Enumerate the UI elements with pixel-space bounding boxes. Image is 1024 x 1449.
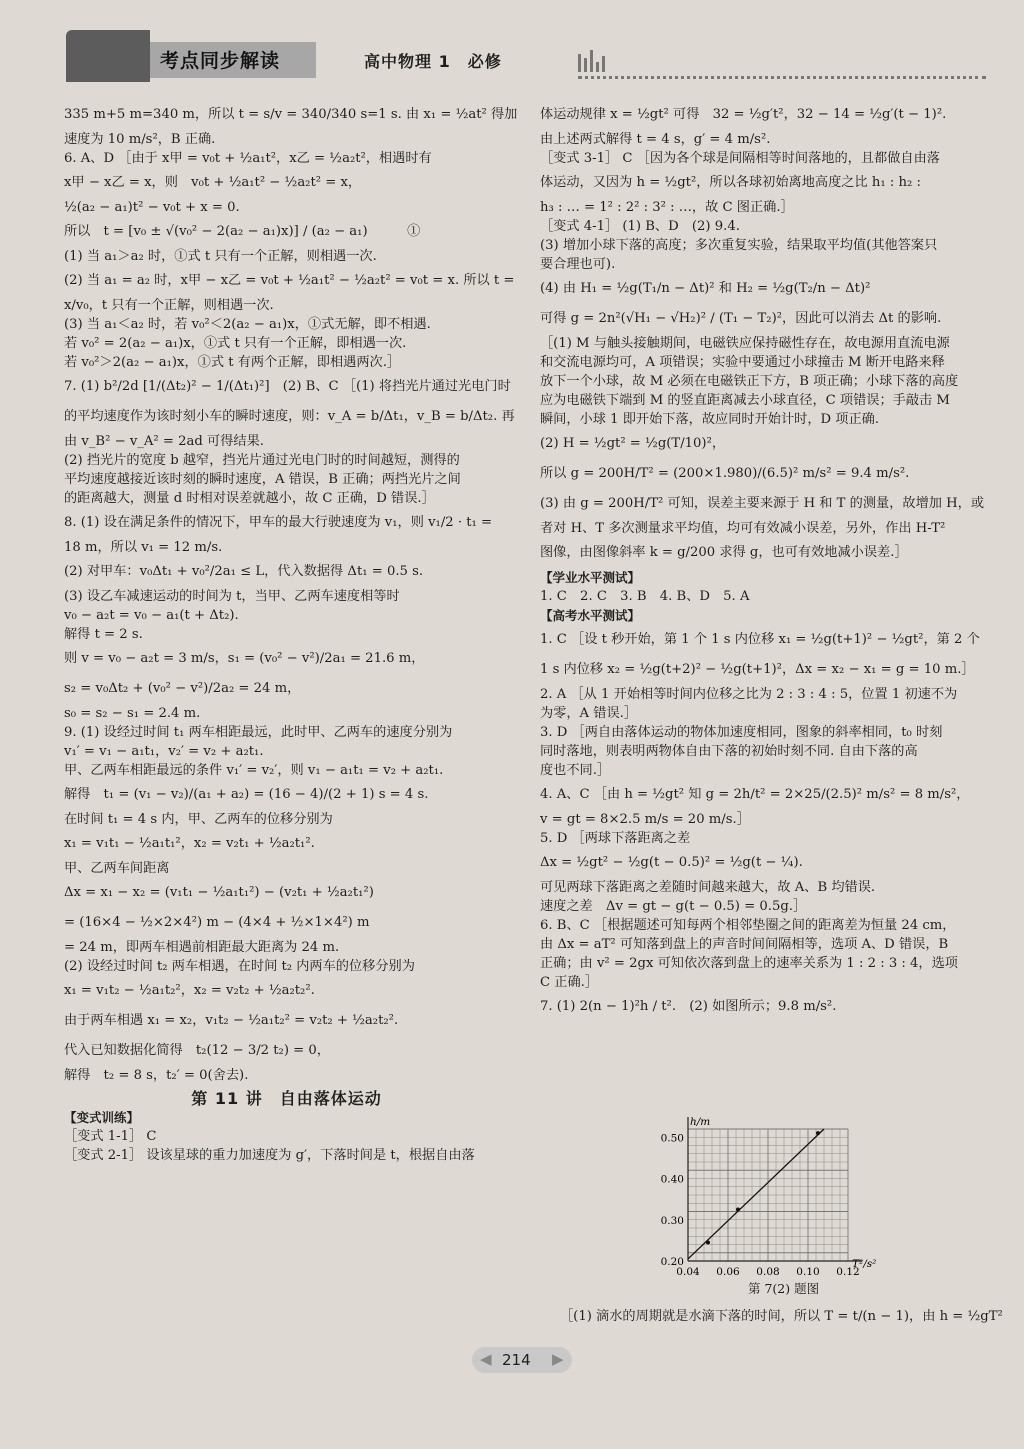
left-column <box>64 100 518 1165</box>
text-line: 瞬间，小球 1 即开始下落，故应同时开始计时，D 项正确. <box>540 412 880 427</box>
text-line: 5. D ［两球下落距离之差 <box>540 831 691 846</box>
section-heading-gaokao-level: 【高考水平测试】 <box>540 608 641 623</box>
text-line: (2) 当 a₁ = a₂ 时，x甲 − x乙 = v₀t + ½a₁t² − ½a₂t² = v₀t = x. 所以 t = <box>64 273 515 288</box>
lecture-title: 第 11 讲 自由落体运动 <box>191 1089 382 1108</box>
text-line: 速度为 10 m/s²，B 正确. <box>64 132 216 147</box>
text-line: 则 v = v₀ − a₂t = 3 m/s，s₁ = (v₀² − v²)/2a₁ = 21.6 m， <box>64 651 425 666</box>
header-bars-decoration <box>578 50 608 72</box>
text-line: 1. C ［设 t 秒开始，第 1 个 1 s 内位移 x₁ = ½g(t+1)² − ½gt²，第 2 个 <box>540 632 980 647</box>
data-point <box>706 1240 710 1244</box>
text-line: Δx = ½gt² − ½g(t − 0.5)² = ½g(t − ¼). <box>540 855 803 870</box>
text-line: 甲、乙两车相距最远的条件 v₁′ = v₂′，则 v₁ − a₁t₁ = v₂ + a₂t₁. <box>64 763 444 778</box>
right-text-lines <box>540 100 985 568</box>
prev-arrow-icon: ◀ <box>480 1350 492 1368</box>
text-line: 平均速度越接近该时刻的瞬时速度，A 错误，B 正确；两挡光片之间 <box>64 472 461 487</box>
text-line: 所以 t = [v₀ ± √(v₀² − 2(a₂ − a₁)x)] / (a₂ − a₁) ① <box>64 224 421 239</box>
text-line: 可见两球下落距离之差随时间越来越大，故 A、B 均错误. <box>540 880 876 895</box>
x-tick-label: 0.10 <box>796 1266 820 1278</box>
text-line: 解得 t₂ = 8 s，t₂′ = 0(舍去). <box>64 1068 249 1083</box>
text-line: 速度之差 Δv = gt − g(t − 0.5) = 0.5g.］ <box>540 899 807 914</box>
text-line: ［变式 3-1］ C ［因为各个球是间隔相等时间落地的，且都做自由落 <box>540 151 940 166</box>
text-line: 4. A、C ［由 h = ½gt² 知 g = 2h/t² = 2×25/(2.5)² m/s² = 8 m/s²， <box>540 787 970 802</box>
text-line: 的距离越大，测量 d 时相对误差就越小，故 C 正确，D 错误.］ <box>64 491 435 506</box>
text-line: x/v₀，t 只有一个正解，则相遇一次. <box>64 298 274 313</box>
text-line: h₃ : … = 1² : 2² : 3² : …，故 C 图正确.］ <box>540 200 794 215</box>
text-line: 7. (1) 2(n − 1)²h / t². (2) 如图所示；9.8 m/s². <box>540 999 837 1014</box>
text-line: 甲、乙两车间距离 <box>64 861 170 876</box>
text-line: (2) 对甲车：v₀Δt₁ + v₀²/2a₁ ≤ L，代入数据得 Δt₁ = 0.5 s. <box>64 564 424 579</box>
text-line: 1 s 内位移 x₂ = ½g(t+2)² − ½g(t+1)²，Δx = x₂ − x₁ = g = 10 m.］ <box>540 662 975 677</box>
text-line: (1) 当 a₁＞a₂ 时，①式 t 只有一个正解，则相遇一次. <box>64 249 377 264</box>
y-tick-label: 0.20 <box>660 1256 684 1268</box>
x-tick-label: 0.04 <box>676 1266 700 1278</box>
text-line: 由上述两式解得 t = 4 s，g′ = 4 m/s². <box>540 132 771 147</box>
text-line: (4) 由 H₁ = ½g(T₁/n − Δt)² 和 H₂ = ½g(T₂/n − Δt)² <box>540 281 871 296</box>
x-tick-label: 0.08 <box>756 1266 780 1278</box>
text-line: 9. (1) 设经过时间 t₁ 两车相距最远，此时甲、乙两车的速度分别为 <box>64 725 453 740</box>
text-line: 和交流电源均可，A 项错误；实验中要通过小球撞击 M 断开电路来释 <box>540 355 945 370</box>
text-line: 由于两车相遇 x₁ = x₂，v₁t₂ − ½a₁t₂² = v₂t₂ + ½a₂t₂². <box>64 1013 399 1028</box>
text-line: s₂ = v₀Δt₂ + (v₀² − v²)/2a₂ = 24 m， <box>64 681 301 696</box>
x-axis-label: T²/s² <box>852 1258 877 1270</box>
text-line: v₁′ = v₁ − a₁t₁，v₂′ = v₂ + a₂t₁. <box>64 744 264 759</box>
next-arrow-icon: ▶ <box>552 1350 564 1368</box>
text-line: 为零，A 错误.］ <box>540 706 638 721</box>
text-line: 放下一个小球，故 M 必须在电磁铁正下方，B 项正确；小球下落的高度 <box>540 374 959 389</box>
y-axis-label: h/m <box>690 1116 711 1128</box>
data-point <box>816 1131 820 1135</box>
text-line: v₀ − a₂t = v₀ − a₁(t + Δt₂). <box>64 608 239 623</box>
section-heading-variant-training: 【变式训练】 <box>64 1110 140 1125</box>
page-number-tab <box>472 1347 572 1373</box>
text-line: C 正确.］ <box>540 975 599 990</box>
answers-academic-level: 1. C 2. C 3. B 4. B、D 5. A <box>540 589 750 604</box>
text-line: 代入已知数据化简得 t₂(12 − 3/2 t₂) = 0， <box>64 1043 330 1058</box>
right-last-line-wrap <box>560 1307 1003 1326</box>
text-line: 2. A ［从 1 开始相等时间内位移之比为 2 : 3 : 4 : 5，位置 1 初速不为 <box>540 687 958 702</box>
text-line: (3) 由 g = 200H/T² 可知，误差主要来源于 H 和 T 的测量，故增加 H，或 <box>540 496 985 511</box>
text-line: 由 Δx = aT² 可知落到盘上的声音时间间隔相等，选项 A、D 错误，B <box>540 937 949 952</box>
text-line: 所以 g = 200H/T² = (200×1.980)/(6.5)² m/s² = 9.4 m/s². <box>540 466 910 481</box>
text-line: 6. A、D ［由于 x甲 = v₀t + ½a₁t²，x乙 = ½a₂t²，相遇时有 <box>64 151 432 166</box>
text-line: = (16×4 − ½×2×4²) m − (4×4 + ½×1×4²) m <box>64 915 370 930</box>
header-title: 考点同步解读 <box>160 50 281 72</box>
text-line: 由 v_B² − v_A² = 2ad 可得结果. <box>64 434 264 449</box>
text-line: 7. (1) b²/2d [1/(Δt₂)² − 1/(Δt₁)²] (2) B、C ［(1) 将挡光片通过光电门时 <box>64 379 511 394</box>
text-line: Δx = x₁ − x₂ = (v₁t₁ − ½a₁t₁²) − (v₂t₁ + ½a₂t₁²) <box>64 885 374 900</box>
data-point <box>736 1207 740 1211</box>
y-tick-label: 0.40 <box>660 1173 684 1186</box>
text-line: 体运动规律 x = ½gt² 可得 32 = ½g′t²，32 − 14 = ½g′(t − 1)². <box>540 107 947 122</box>
section-heading-academic-level: 【学业水平测试】 <box>540 570 641 585</box>
text-line: (2) 设经过时间 t₂ 两车相遇，在时间 t₂ 内两车的位移分别为 <box>64 959 415 974</box>
x-tick-label: 0.12 <box>836 1266 860 1278</box>
text-line: 应为电磁铁下端到 M 的竖直距离减去小球直径，C 项错误；手敲击 M <box>540 393 950 408</box>
text-line: 同时落地，则表明两物体自由下落的初始时刻不同. 自由下落的高 <box>540 744 918 759</box>
text-line: x甲 − x乙 = x，则 v₀t + ½a₁t² − ½a₂t² = x， <box>64 175 362 190</box>
fit-line <box>688 1129 824 1259</box>
text-line: (2) H = ½gt² = ½g(T/10)²， <box>540 436 726 451</box>
left-text-lines <box>64 100 518 1085</box>
text-line: (3) 增加小球下落的高度；多次重复实验，结果取平均值(其他答案只 <box>540 238 938 253</box>
text-line: s₀ = s₂ − s₁ = 2.4 m. <box>64 706 201 721</box>
x-tick-label: 0.06 <box>716 1266 740 1278</box>
y-tick-label: 0.50 <box>660 1132 684 1145</box>
text-line: 3. D ［两自由落体运动的物体加速度相同，图象的斜率相同，t₀ 时刻 <box>540 725 943 740</box>
text-line: ½(a₂ − a₁)t² − v₀t + x = 0. <box>64 200 240 215</box>
left-tail-lines <box>64 1127 509 1165</box>
text-line: 335 m+5 m=340 m，所以 t = s/v = 340/340 s=1 s. 由 x₁ = ½at² 得加 <box>64 107 518 122</box>
text-line: (2) 挡光片的宽度 b 越窄，挡光片通过光电门时的时间越短，测得的 <box>64 453 460 468</box>
text-line: 18 m，所以 v₁ = 12 m/s. <box>64 540 223 555</box>
text-line: v = gt = 8×2.5 m/s = 20 m/s.］ <box>540 812 750 827</box>
text-line: 体运动，又因为 h = ½gt²，所以各球初始离地高度之比 h₁ : h₂ : <box>540 175 921 190</box>
text-line: 6. B、C ［根据题述可知每两个相邻垫圈之间的距离差为恒量 24 cm， <box>540 918 956 933</box>
right-column <box>540 100 985 1022</box>
header-subtitle: 高中物理 1 必修 <box>364 52 502 71</box>
text-line: 解得 t₁ = (v₁ − v₂)/(a₁ + a₂) = (16 − 4)/(2 + 1) s = 4 s. <box>64 787 429 802</box>
text-line: 在时间 t₁ = 4 s 内，甲、乙两车的位移分别为 <box>64 812 333 827</box>
text-line: ［变式 2-1］ 设该星球的重力加速度为 g′，下落时间是 t，根据自由落 <box>64 1148 475 1163</box>
text-line: 的平均速度作为该时刻小车的瞬时速度，则：v_A = b/Δt₁，v_B = b/Δt₂. 再 <box>64 409 515 424</box>
header-dotted-rule <box>578 76 986 79</box>
text-line: x₁ = v₁t₂ − ½a₁t₂²，x₂ = v₂t₂ + ½a₂t₂². <box>64 983 315 998</box>
text-line: 图像，由图像斜率 k = g/200 求得 g，也可有效地减小误差.］ <box>540 545 908 560</box>
text-line: 度也不同.］ <box>540 763 611 778</box>
text-line: ［变式 1-1］ C <box>64 1129 157 1144</box>
text-line: 正确；由 v² = 2gx 可知依次落到盘上的速率关系为 1 : 2 : 3 : 4，选项 <box>540 956 958 971</box>
header-logo-block <box>66 30 150 82</box>
page-number: 214 <box>502 1351 531 1369</box>
text-line: = 24 m，即两车相遇前相距最大距离为 24 m. <box>64 940 340 955</box>
text-line: ［(1) M 与触头接触期间，电磁铁应保持磁性存在，故电源用直流电源 <box>540 336 950 351</box>
text-line: (3) 设乙车减速运动的时间为 t，当甲、乙两车速度相等时 <box>64 589 400 604</box>
text-line: 若 v₀² = 2(a₂ − a₁)x，①式 t 只有一个正解，即相遇一次. <box>64 336 407 351</box>
y-tick-label: 0.30 <box>660 1214 684 1227</box>
text-line: 8. (1) 设在满足条件的情况下，甲车的最大行驶速度为 v₁，则 v₁/2 · t₁ = <box>64 515 493 530</box>
right-last-line: ［(1) 滴水的周期就是水滴下落的时间，所以 T = t/(n − 1)，由 h = ½gT² <box>560 1309 1003 1324</box>
text-line: ［变式 4-1］ (1) B、D (2) 9.4. <box>540 219 740 234</box>
text-line: 者对 H、T 多次测量求平均值，均可有效减小误差，另外，作出 H-T² <box>540 521 946 536</box>
text-line: x₁ = v₁t₁ − ½a₁t₁²，x₂ = v₂t₁ + ½a₂t₁². <box>64 836 315 851</box>
text-line: 可得 g = 2n²(√H₁ − √H₂)² / (T₁ − T₂)²，因此可以消去 Δt 的影响. <box>540 311 942 326</box>
text-line: 要合理也可). <box>540 257 616 272</box>
text-line: (3) 当 a₁＜a₂ 时，若 v₀²＜2(a₂ − a₁)x，①式无解，即不相遇. <box>64 317 431 332</box>
right-text-lines-2 <box>540 625 985 1022</box>
text-line: 解得 t = 2 s. <box>64 627 143 642</box>
text-line: 若 v₀²＞2(a₂ − a₁)x，①式 t 有两个正解，即相遇两次.］ <box>64 355 401 370</box>
h-vs-t2-chart <box>652 1115 902 1283</box>
figure-caption: 第 7(2) 题图 <box>748 1281 820 1296</box>
